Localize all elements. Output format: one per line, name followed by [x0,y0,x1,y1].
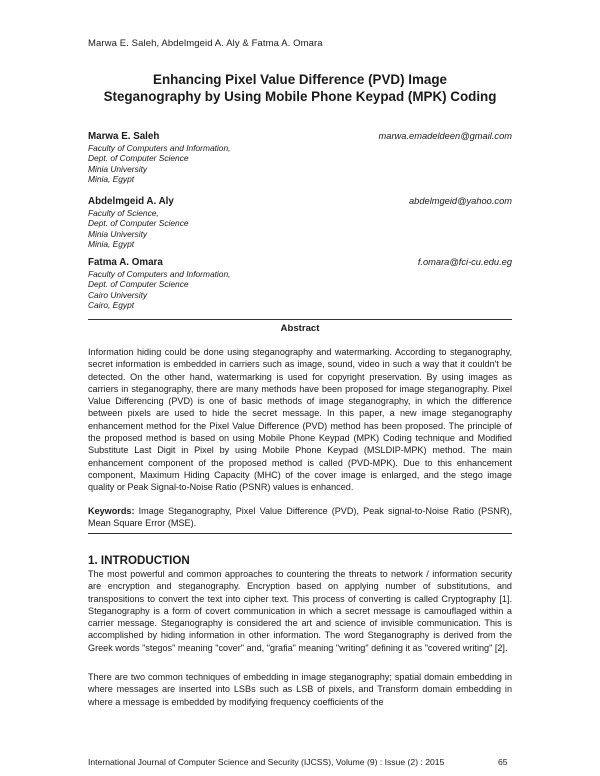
footer-journal: International Journal of Computer Science and Security (IJCSS), Volume (9) : Issue (2) : 2015 [88,757,445,767]
author-email[interactable]: marwa.emadeldeen@gmail.com [378,131,512,141]
affiliation-line: Cairo, Egypt [88,300,135,311]
keywords [88,505,512,530]
affiliation-line: Minia University [88,228,148,239]
affiliation-line: Faculty of Computers and Information, [88,143,231,153]
author-name: Fatma A. Omara [88,257,163,268]
title-line-1: Enhancing Pixel Value Difference (PVD) Image [153,72,447,87]
affiliation-line: Minia University [88,163,148,174]
author-block-1 [88,131,512,185]
intro-paragraph-2: There are two common techniques of embedding in image steganography; spatial domain embedding in where messages are inserted into LSBs such as LSB of pixels, and Transform domain embedding in where a message is embedded by modifying frequency coefficients of the [88,672,512,707]
affiliation-line: Dept. of Computer Science [88,218,189,229]
author-block-3 [88,257,512,311]
affiliation-line: Faculty of Computers and Information, [88,269,231,279]
intro-paragraph-1: The most powerful and common approaches to countering the threats to network / information security are encryption and steganography. Encryption based on applying number of substitutions, and transpositions to convert the text into cipher text. This process of converting is called Cryptography [1]. Steganography is a form of covert communication in which a secret message is camouflaged within a carrier message. Steganography is considered the art and science of invisible communication. This is accomplished by hiding information in other information. The word Steganography is derived from the Greek words "stegos" meaning "cover" and, "grafia" meaning "writing" defining it as "covered writing" [2]. [88,569,512,653]
affiliation-line: Dept. of Computer Science [88,153,189,164]
footer-page-number: 65 [498,757,508,767]
affiliation-line: Cairo University [88,289,148,300]
affiliation-line: Minia, Egypt [88,174,135,185]
keywords-text: Image Steganography, Pixel Value Difference (PVD), Peak signal-to-Noise Ratio (PSNR), Mean Square Error (MSE). [88,506,512,529]
author-email[interactable]: f.omara@fci-cu.edu.eg [417,257,512,267]
title-line-2: Steganography by Using Mobile Phone Keypad (MPK) Coding [103,89,497,104]
affiliation-line: Minia, Egypt [88,239,135,250]
keywords-divider [88,533,512,534]
author-name: Marwa E. Saleh [88,131,160,142]
abstract-divider [88,319,512,320]
keywords-label: Keywords: [88,506,135,516]
abstract-heading: Abstract [280,323,320,334]
abstract-text: Information hiding could be done using steganography and watermarking. According to steganography, secret information is embedded in carriers such as image, sound, video in such a way that it couldn't be detected. On the other hand, watermarking is used for copyright preservation. By using images as carriers in steganography, there are many methods have been proposed for image steganography. Pixel Value Differencing (PVD) is one of basic methods of image steganography, in which the difference between pixels are used to hide the secret message. In this paper, a new image steganography enhancement method for the Pixel Value Difference (PVD) method has been proposed. The principle of the proposed method is based on using Mobile Phone Keypad (MPK) Coding technique and Modified Substitute Last Digit in Pixel by using Mobile Phone Keypad (MSLDIP-MPK) method. The main enhancement component of the proposed method is called (PVD-MPK). Due to this enhancement component, Maximum Hiding Capacity (MHC) of the cover image is enlarged, and the stego image quality or Peak Signal-to-Noise Ratio (PSNR) values is enhanced. [88,347,512,493]
author-email[interactable]: abdelmgeid@yahoo.com [409,196,512,206]
author-name: Abdelmgeid A. Aly [88,196,174,207]
affiliation-line: Dept. of Computer Science [88,279,189,290]
paper-title [60,71,540,105]
author-block-2 [88,196,512,250]
affiliation-line: Faculty of Science, [88,208,159,218]
running-head: Marwa E. Saleh, Abdelmgeid A. Aly & Fatma A. Omara [88,38,323,49]
section-heading-introduction: 1. INTRODUCTION [88,554,190,567]
